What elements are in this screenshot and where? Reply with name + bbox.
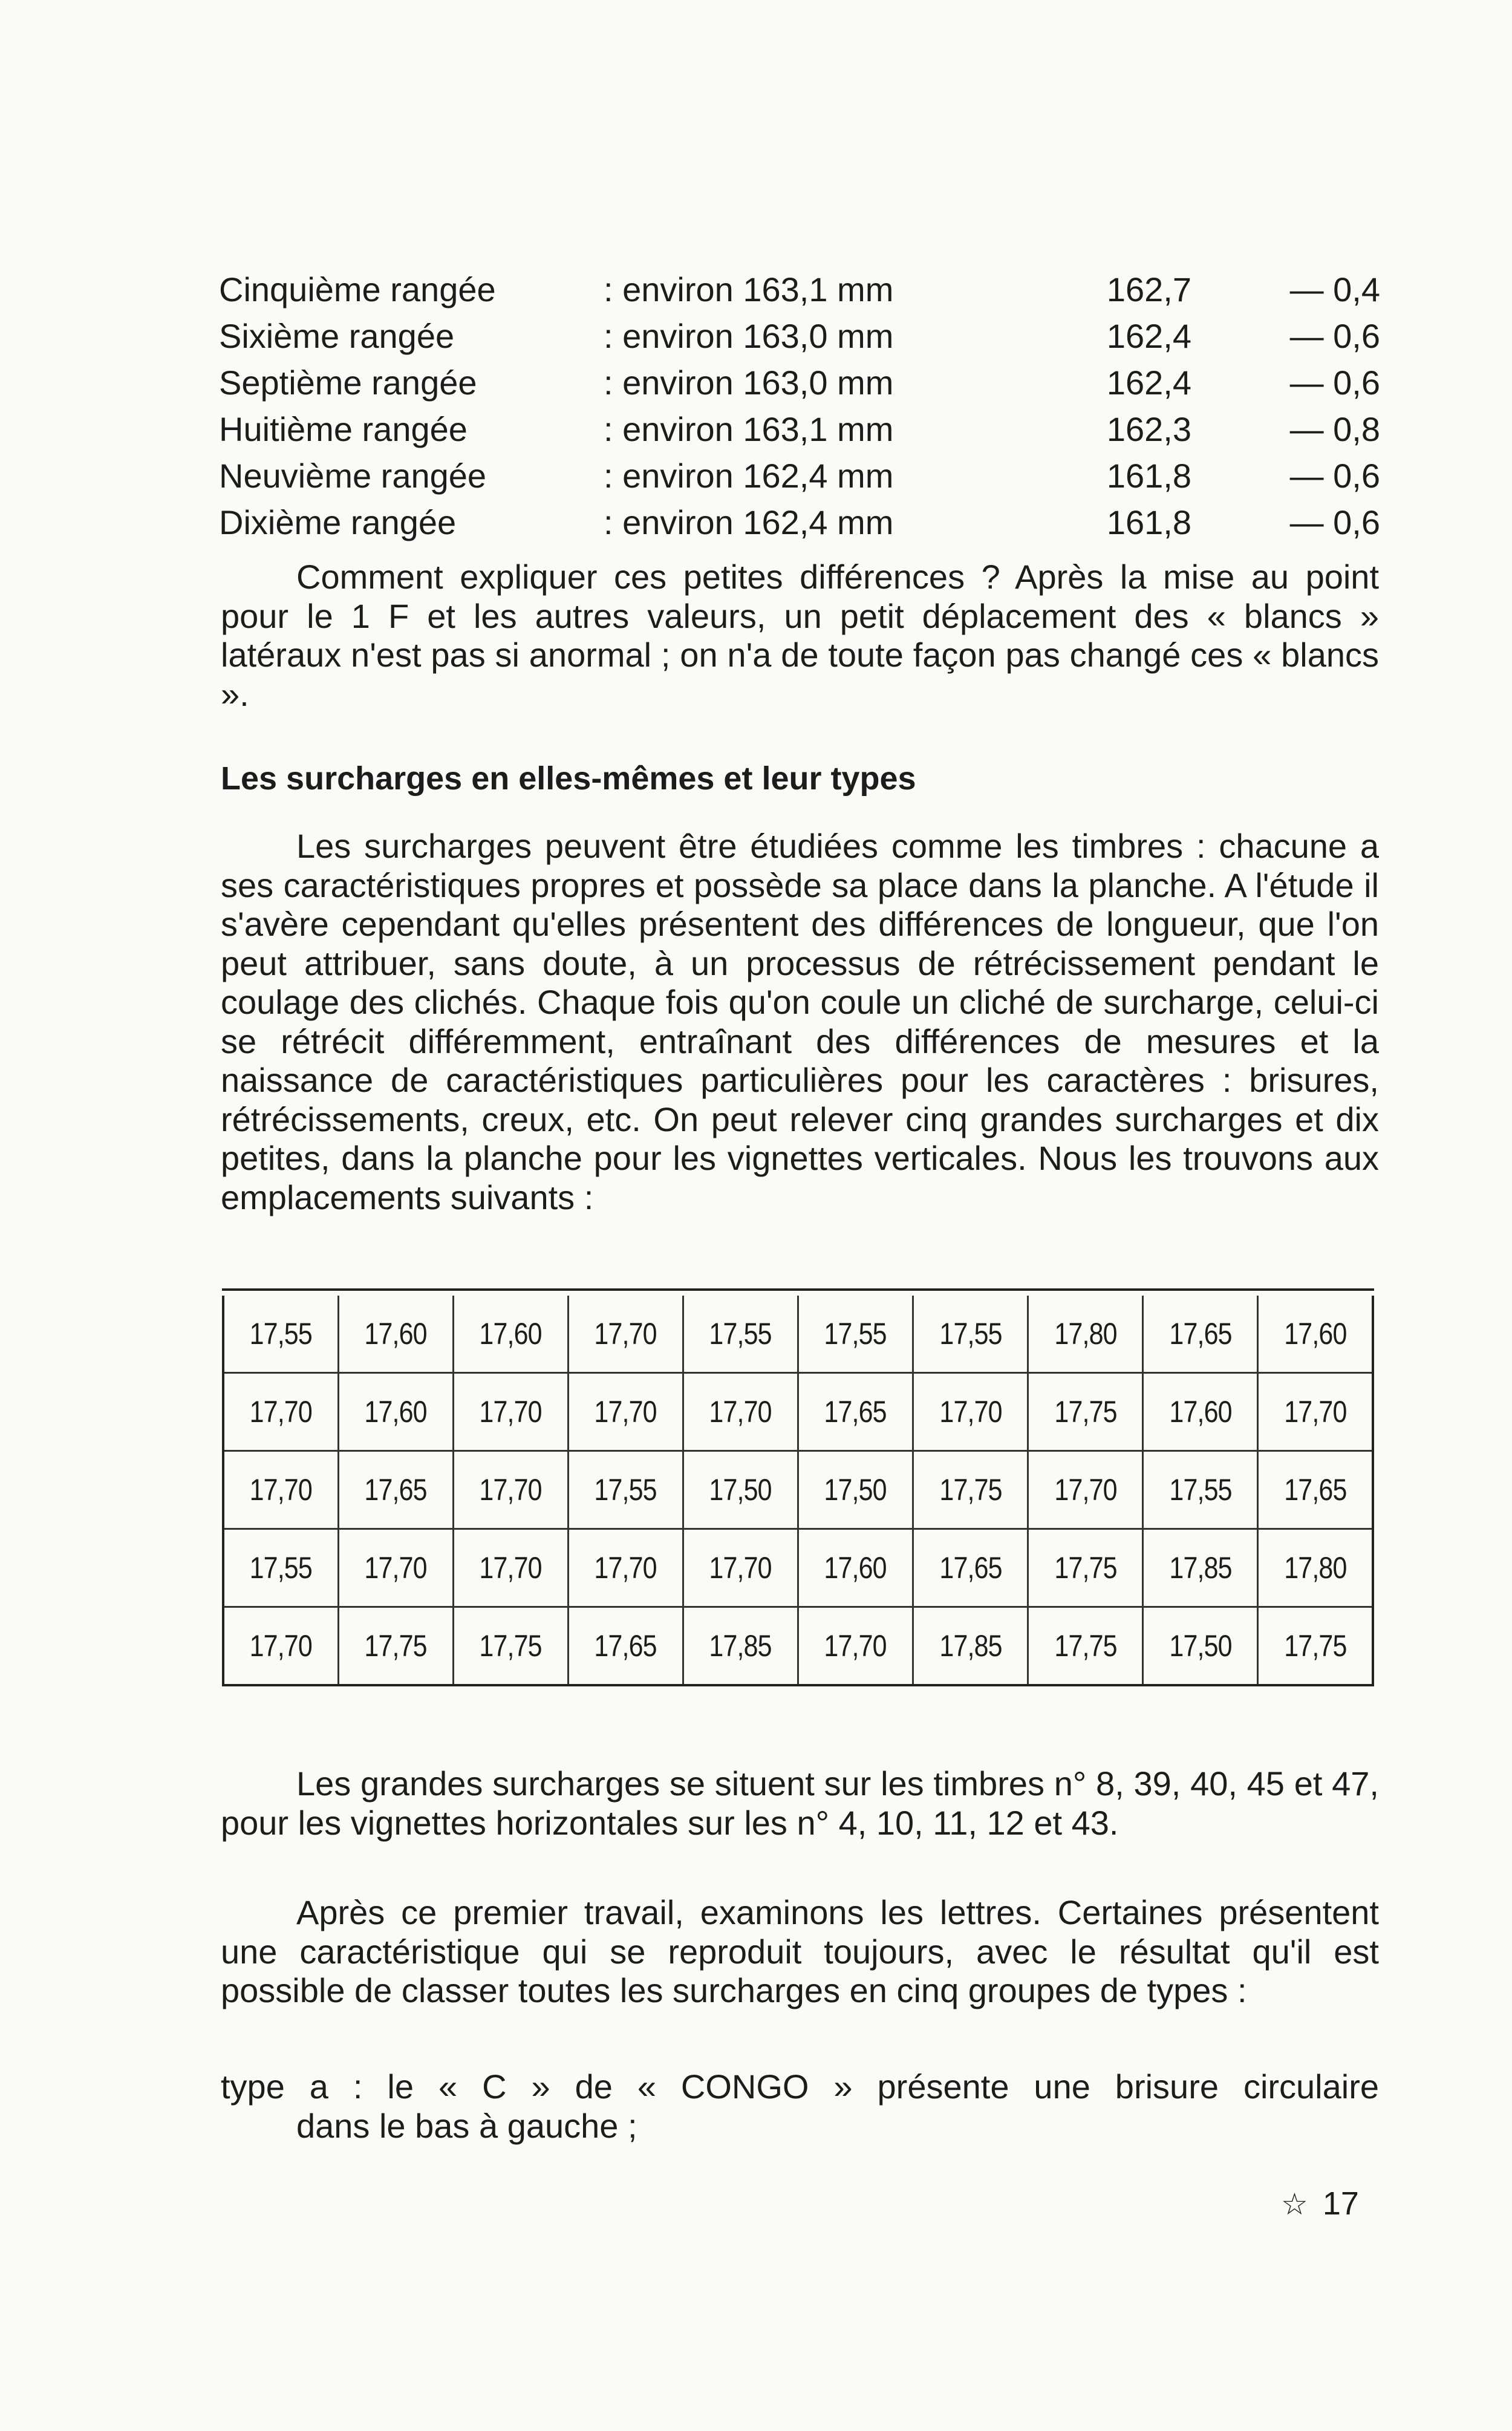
grid-row (223, 1296, 1373, 1373)
grid-cell: 17,70 (691, 1373, 790, 1451)
row-difference: — 0,4 (1289, 270, 1380, 308)
row-measure: 162,3 (1106, 410, 1191, 448)
grid-cell: 17,65 (576, 1607, 675, 1685)
grid-cell: 17,50 (691, 1451, 790, 1529)
row-approx: : environ 162,4 mm (604, 503, 894, 541)
grid-cell: 17,70 (461, 1451, 559, 1529)
type-a-description (221, 2067, 1379, 2145)
grid-cell: 17,55 (921, 1296, 1020, 1373)
grid-cell: 17,60 (346, 1296, 445, 1373)
paragraph-grandes: Les grandes surcharges se situent sur les timbres n° 8, 39, 40, 45 et 47, pour les vignettes horizontales sur les n° 4, 10, 11, 12 et 43. (221, 1764, 1379, 1842)
type-a-line2: dans le bas à gauche ; (296, 2106, 637, 2145)
grid-row (223, 1529, 1373, 1607)
grid-cell: 17,75 (1036, 1373, 1135, 1451)
grid-cell: 17,65 (1266, 1451, 1365, 1529)
row-approx: : environ 162,4 mm (604, 457, 894, 495)
grid-cell: 17,70 (1036, 1451, 1135, 1529)
grid-cell: 17,65 (921, 1529, 1020, 1607)
grid-row (223, 1451, 1373, 1529)
grid-cell: 17,55 (231, 1529, 330, 1607)
grid-bottom-rule (222, 1684, 1374, 1691)
grid-cell: 17,70 (231, 1373, 330, 1451)
grid-cell: 17,70 (231, 1451, 330, 1529)
paragraph-surcharges: Les surcharges peuvent être étudiées comme les timbres : chacune a ses caractéristiques propres et possède sa place dans la planche. A l'étude il s'avère cependant qu'elles présentent des différences de longueur, que l'on peut attribuer, sans doute, à un processus de rétrécissement pendant le coulage des clichés. Chaque fois qu'on coule un cliché de surcharge, celui-ci se rétrécit différemment, entraînant des différences de mesures et la naissance de caractéristiques particulières pour les caractères : brisures, rétrécissements, creux, etc. On peut relever cinq grandes surcharges et dix petites, dans la planche pour les vignettes verticales. Nous les trouvons aux emplacements suivants : (221, 827, 1379, 1216)
row-approx: : environ 163,0 mm (604, 364, 894, 402)
row-difference: — 0,6 (1289, 457, 1380, 495)
row-difference: — 0,6 (1289, 503, 1380, 541)
measurement-row (219, 266, 1380, 313)
grid-cell: 17,70 (576, 1373, 675, 1451)
grid-cell: 17,75 (1036, 1529, 1135, 1607)
row-label: Septième rangée (219, 364, 477, 402)
star-outline-icon: ☆ (1281, 2187, 1308, 2222)
grid-cell: 17,70 (346, 1529, 445, 1607)
measurement-row (219, 359, 1380, 406)
grid-cell: 17,80 (1036, 1296, 1135, 1373)
grid-cell: 17,75 (1266, 1607, 1365, 1685)
grid-cell: 17,70 (461, 1529, 559, 1607)
grid-cell: 17,75 (1036, 1607, 1135, 1685)
grid-cell: 17,60 (806, 1529, 905, 1607)
grid-cell: 17,55 (231, 1296, 330, 1373)
row-measure: 161,8 (1106, 457, 1191, 495)
row-label: Dixième rangée (219, 503, 457, 541)
grid-cell: 17,50 (1151, 1607, 1250, 1685)
paragraph-explain: Comment expliquer ces petites différences ? Après la mise au point pour le 1 F et les autres valeurs, un petit déplacement des « blancs » latéraux n'est pas si anormal ; on n'a de toute façon pas changé ces « blancs ». (221, 558, 1379, 713)
grid-row (223, 1373, 1373, 1451)
grid-cell: 17,65 (346, 1451, 445, 1529)
row-difference: — 0,6 (1289, 364, 1380, 402)
type-a-line1: type a : le « C » de « CONGO » présente une brisure circulaire (221, 2067, 1379, 2106)
grid-cell: 17,70 (806, 1607, 905, 1685)
grid-cell: 17,70 (231, 1607, 330, 1685)
grid-cell: 17,60 (461, 1296, 559, 1373)
grid-cell: 17,70 (461, 1373, 559, 1451)
row-approx: : environ 163,1 mm (604, 270, 894, 308)
grid-cell: 17,70 (691, 1529, 790, 1607)
row-label: Cinquième rangée (219, 270, 496, 308)
grid-cell: 17,85 (1151, 1529, 1250, 1607)
grid-cell: 17,55 (691, 1296, 790, 1373)
row-label: Sixième rangée (219, 317, 455, 355)
grid-cell: 17,75 (461, 1607, 559, 1685)
grid-cell: 17,60 (346, 1373, 445, 1451)
grid-cell: 17,75 (921, 1451, 1020, 1529)
measurement-grid (222, 1288, 1374, 1691)
paragraph-apres: Après ce premier travail, examinons les lettres. Certaines présentent une caractéristique qui se reproduit toujours, avec le résultat qu'il est possible de classer toutes les surcharges en cinq groupes de types : (221, 1893, 1379, 2009)
grid-cell: 17,70 (921, 1373, 1020, 1451)
grid-cell: 17,55 (576, 1451, 675, 1529)
grid-cell: 17,70 (1266, 1373, 1365, 1451)
row-difference: — 0,8 (1289, 410, 1380, 448)
grid-cell: 17,80 (1266, 1529, 1365, 1607)
grid-cell: 17,85 (691, 1607, 790, 1685)
row-measure: 162,4 (1106, 317, 1191, 355)
grid-top-rule (222, 1288, 1374, 1296)
grid-cell: 17,55 (1151, 1451, 1250, 1529)
page-footer (1281, 2185, 1359, 2222)
measurement-row (219, 499, 1380, 546)
grid-cell: 17,65 (1151, 1296, 1250, 1373)
row-measure: 161,8 (1106, 503, 1191, 541)
section-heading: Les surcharges en elles-mêmes et leur types (221, 760, 916, 797)
row-approx: : environ 163,0 mm (604, 317, 894, 355)
page-number: 17 (1322, 2185, 1359, 2222)
grid-cell: 17,75 (346, 1607, 445, 1685)
row-measure: 162,4 (1106, 364, 1191, 402)
row-approx: : environ 163,1 mm (604, 410, 894, 448)
row-measure: 162,7 (1106, 270, 1191, 308)
row-label: Neuvième rangée (219, 457, 487, 495)
grid-cell: 17,70 (576, 1529, 675, 1607)
grid-cell: 17,50 (806, 1451, 905, 1529)
grid-cell: 17,60 (1266, 1296, 1365, 1373)
grid-cell: 17,70 (576, 1296, 675, 1373)
measurement-row (219, 452, 1380, 499)
measurement-rows (219, 266, 1380, 546)
grid-row (223, 1607, 1373, 1685)
grid-cell: 17,55 (806, 1296, 905, 1373)
measurement-row (219, 406, 1380, 452)
row-difference: — 0,6 (1289, 317, 1380, 355)
measurement-row (219, 313, 1380, 359)
grid-cell: 17,65 (806, 1373, 905, 1451)
grid-cell: 17,60 (1151, 1373, 1250, 1451)
grid-table (222, 1296, 1374, 1684)
grid-cell: 17,85 (921, 1607, 1020, 1685)
row-label: Huitième rangée (219, 410, 468, 448)
